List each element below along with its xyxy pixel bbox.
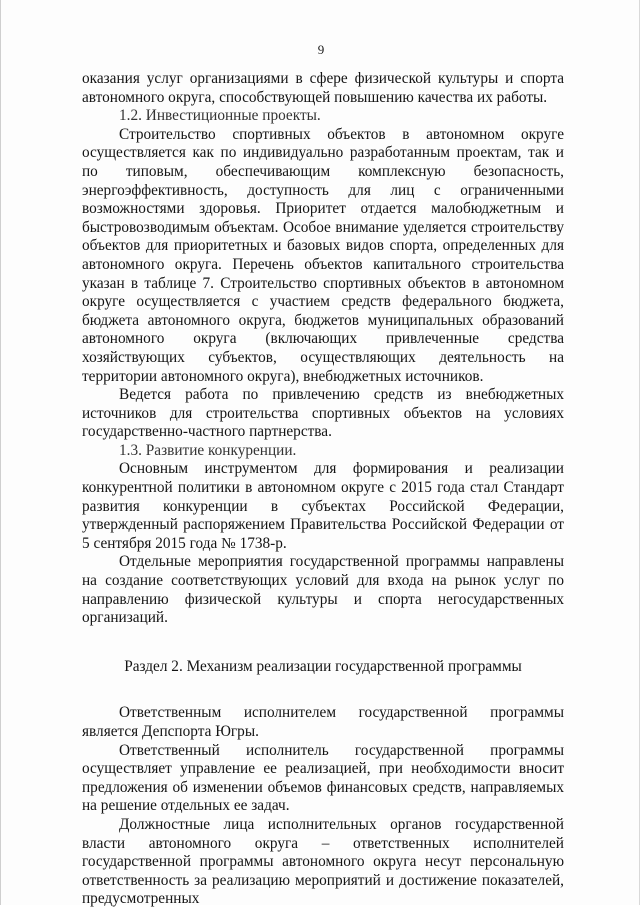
paragraph-competition-standard: Основным инструментом для формирования и реализации конкурентной политики в автономном округе с 2015 года стал Стандарт развития конкуренции в субъектах Российской Федерации, утвержденный распоряжением Правительства Российской Федерации от 5 сентября 2015 года № 1738-р. bbox=[82, 460, 564, 552]
paragraph-officials-responsibility: Должностные лица исполнительных органов государственной власти автономного округа – ответственных исполнителей государственной программы автономного округа несут персональную ответственность за реализацию мероприятий и достижение показателей, предусмотренных bbox=[82, 815, 564, 908]
paragraph-market-access: Отдельные мероприятия государственной программы направлены на создание соответствующих условий для входа на рынок услуг по направлению физической культуры и спорта негосударственных организаций. bbox=[82, 553, 564, 627]
section-2-heading: Раздел 2. Механизм реализации государственной программы bbox=[124, 657, 522, 675]
paragraph-executor-duties: Ответственный исполнитель государственной программы осуществляет управление ее реализацией, при необходимости вносит предложения об изменении объемов финансовых средств, направляемых на решение отдельных ее задач. bbox=[82, 741, 564, 815]
subsection-1-2-title: 1.2. Инвестиционные проекты. bbox=[119, 107, 321, 125]
paragraph-continuation: оказания услуг организациями в сфере физической культуры и спорта автономного округа, способствующей повышению качества их работы. bbox=[82, 70, 564, 106]
paragraph-construction: Строительство спортивных объектов в автономном округе осуществляется как по индивидуально разработанным проектам, так и по типовым, обеспечивающим комплексную безопасность, энергоэффективность, доступность для лиц с ограниченными возможностями здоровья. Приоритет отдается малобюджетным и быстровозводимым объектам. Особое внимание уделяется строительству объектов для приоритетных и базовых видов спорта, определенных для автономного округа. Перечень объектов капитального строительства указан в таблице 7. Строительство спортивных объектов в автономном округе осуществляется с участием средств федерального бюджета, бюджета автономного округа, бюджетов муниципальных образований автономного округа (включающих привлеченные средства хозяйствующих субъектов, осуществляющих деятельность на территории автономного округа), внебюджетных источников. bbox=[82, 125, 564, 385]
paragraph-responsible-executor: Ответственным исполнителем государственной программы является Депспорта Югры. bbox=[82, 704, 564, 740]
page-number: 9 bbox=[317, 42, 325, 57]
paragraph-extrabudgetary: Ведется работа по привлечению средств из внебюджетных источников для строительства спортивных объектов на условиях государственно-частного партнерства. bbox=[82, 386, 564, 441]
page-body bbox=[82, 70, 564, 909]
subsection-1-3-title: 1.3. Развитие конкуренции. bbox=[119, 441, 297, 459]
